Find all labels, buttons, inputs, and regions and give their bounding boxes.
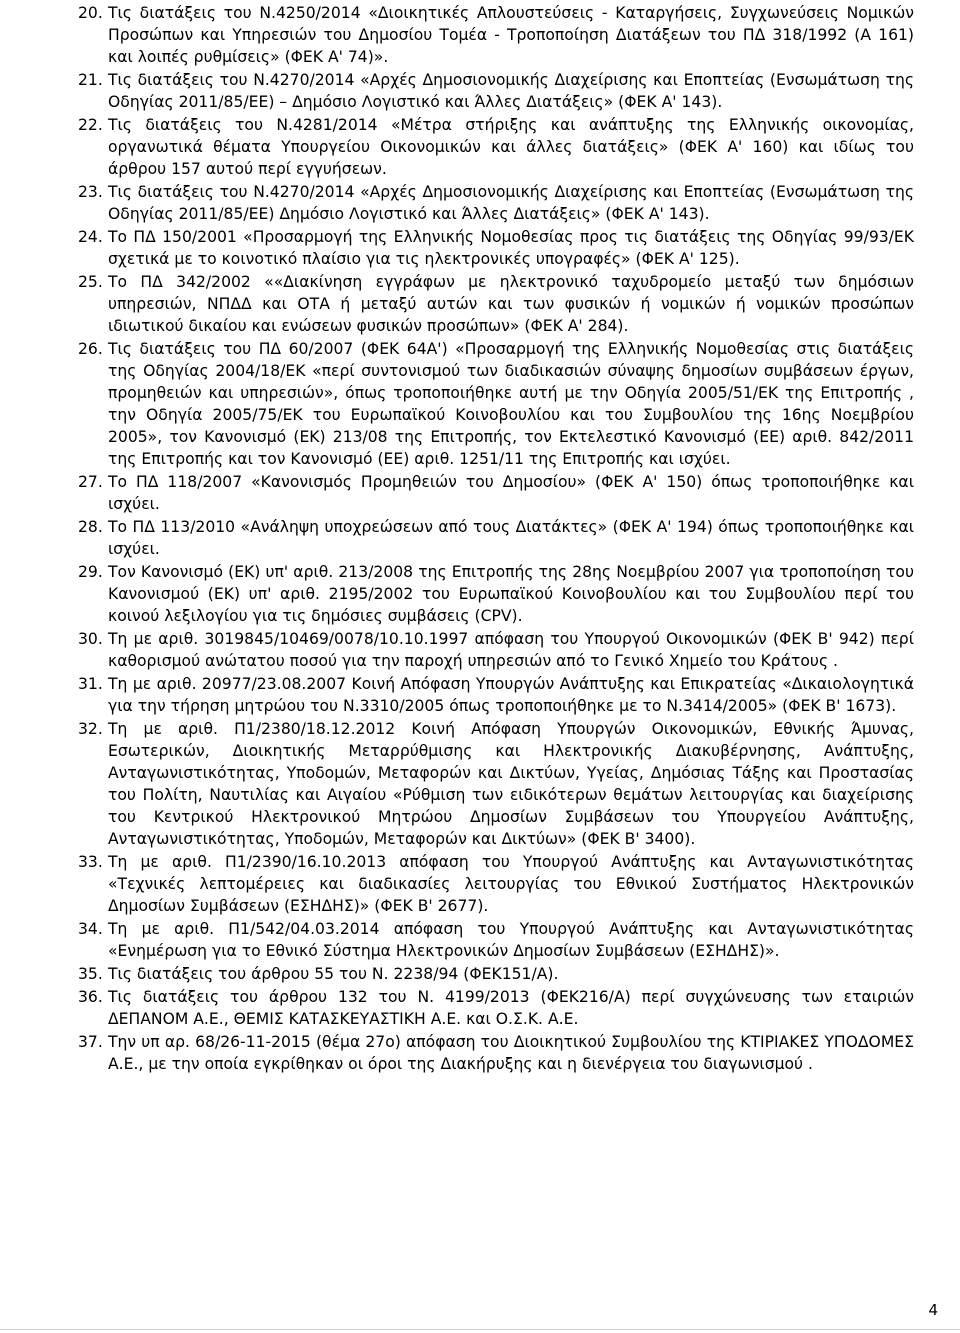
item-text: Τον Κανονισμό (ΕΚ) υπ' αριθ. 213/2008 της Επιτροπής της 28ης Νοεμβρίου 2007 για τροποποίηση του Κανονισμού (ΕΚ) υπ' αριθ. 2195/2002 του Ευρωπαϊκού Κοινοβουλίου και του Συμβουλίου περί του κοινού λεξιλογίου για τις δημόσιες συμβάσεις (CPV). bbox=[108, 563, 914, 625]
item-text: Το ΠΔ 113/2010 «Ανάληψη υποχρεώσεων από τους Διατάκτες» (ΦΕΚ Α' 194) όπως τροποποιήθηκε και ισχύει. bbox=[108, 518, 914, 558]
list-item bbox=[78, 271, 914, 337]
item-text: Τη με αριθ. Π1/2390/16.10.2013 απόφαση του Υπουργού Ανάπτυξης και Ανταγωνιστικότητας «Τεχνικές λεπτομέρειες και διαδικασίες λειτουργίας του Εθνικού Συστήματος Ηλεκτρονικών Δημοσίων Συμβάσεων (ΕΣΗΔΗΣ)» (ΦΕΚ Β' 2677). bbox=[108, 853, 914, 915]
list-item bbox=[78, 1031, 914, 1075]
item-number: 37. bbox=[78, 1033, 103, 1051]
item-text: Τις διατάξεις του άρθρου 132 του Ν. 4199/2013 (ΦΕΚ216/Α) περί συγχώνευσης των εταιριών ΔΕΠΑΝΟΜ Α.Ε., ΘΕΜΙΣ ΚΑΤΑΣΚΕΥΑΣΤΙΚΗ Α.Ε. και Ο.Σ.Κ. Α.Ε. bbox=[108, 988, 914, 1028]
item-number: 21. bbox=[78, 71, 103, 89]
item-text: Τις διατάξεις του Ν.4270/2014 «Αρχές Δημοσιονομικής Διαχείρισης και Εποπτείας (Ενσωμάτωση της Οδηγίας 2011/85/ΕΕ) Δημόσιο Λογιστικό και Άλλες Διατάξεις» (ΦΕΚ Α' 143). bbox=[108, 183, 914, 223]
item-number: 23. bbox=[78, 183, 103, 201]
item-number: 34. bbox=[78, 920, 103, 938]
list-item bbox=[78, 338, 914, 470]
list-item bbox=[78, 918, 914, 962]
footer-divider bbox=[0, 1329, 960, 1330]
item-text: Τις διατάξεις του ΠΔ 60/2007 (ΦΕΚ 64Α') «Προσαρμογή της Ελληνικής Νομοθεσίας στις διατάξεις της Οδηγίας 2004/18/ΕΚ «περί συντονισμού των διαδικασιών σύναψης δημοσίων συμβάσεων έργων, προμηθειών και υπηρεσιών», όπως τροποποιήθηκε αυτή με την Οδηγία 2005/51/ΕΚ της Επιτροπής , την Οδηγία 2005/75/ΕΚ του Ευρωπαϊκού Κοινοβουλίου και του Συμβουλίου της 16ης Νοεμβρίου 2005», τον Κανονισμό (ΕΚ) 213/08 της Επιτροπής, τον Εκτελεστικό Κανονισμό (ΕΕ) αριθ. 842/2011 της Επιτροπής και τον Κανονισμό (ΕΕ) αριθ. 1251/11 της Επιτροπής και ισχύει. bbox=[108, 340, 914, 468]
list-item bbox=[78, 986, 914, 1030]
item-text: Τη με αριθ. 20977/23.08.2007 Κοινή Απόφαση Υπουργών Ανάπτυξης και Επικρατείας «Δικαιολογητικά για την τήρηση μητρώου του Ν.3310/2005 όπως τροποποιήθηκε με το Ν.3414/2005» (ΦΕΚ Β' 1673). bbox=[108, 675, 914, 715]
list-item bbox=[78, 181, 914, 225]
item-text: Τη με αριθ. Π1/542/04.03.2014 απόφαση του Υπουργού Ανάπτυξης και Ανταγωνιστικότητας «Ενημέρωση για το Εθνικό Σύστημα Ηλεκτρονικών Δημοσίων Συμβάσεων (ΕΣΗΔΗΣ)». bbox=[108, 920, 914, 960]
list-item bbox=[78, 963, 914, 985]
list-item bbox=[78, 69, 914, 113]
item-text: Τη με αριθ. Π1/2380/18.12.2012 Κοινή Απόφαση Υπουργών Οικονομικών, Εθνικής Άμυνας, Εσωτερικών, Διοικητικής Μεταρρύθμισης και Ηλεκτρονικής Διακυβέρνησης, Ανάπτυξης, Ανταγωνιστικότητας, Υποδομών, Μεταφορών και Δικτύων, Υγείας, Δημόσιας Τάξης και Προστασίας του Πολίτη, Ναυτιλίας και Αιγαίου «Ρύθμιση των ειδικότερων θεμάτων λειτουργίας και διαχείρισης του Κεντρικού Ηλεκτρονικού Μητρώου Δημοσίων Συμβάσεων του Υπουργείου Ανάπτυξης, Ανταγωνιστικότητας, Υποδομών, Μεταφορών και Δικτύων» (ΦΕΚ Β' 3400). bbox=[108, 720, 914, 848]
item-number: 24. bbox=[78, 228, 103, 246]
item-text: Το ΠΔ 342/2002 ««Διακίνηση εγγράφων με ηλεκτρονικό ταχυδρομείο μεταξύ των δημόσιων υπηρεσιών, ΝΠΔΔ και ΟΤΑ ή μεταξύ αυτών και των φυσικών ή νομικών ή νομικών προσώπων ιδιωτικού δικαίου και ενώσεων φυσικών προσώπων» (ΦΕΚ Α' 284). bbox=[108, 273, 914, 335]
item-number: 35. bbox=[78, 965, 103, 983]
list-item bbox=[78, 561, 914, 627]
item-number: 28. bbox=[78, 518, 103, 536]
item-text: Την υπ αρ. 68/26-11-2015 (θέμα 27ο) απόφαση του Διοικητικού Συμβουλίου της ΚΤΙΡΙΑΚΕΣ ΥΠΟΔΟΜΕΣ Α.Ε., με την οποία εγκρίθηκαν οι όροι της Διακήρυξης και η διενέργεια του διαγωνισμού . bbox=[108, 1033, 914, 1073]
item-number: 26. bbox=[78, 340, 103, 358]
item-number: 32. bbox=[78, 720, 103, 738]
item-number: 27. bbox=[78, 473, 103, 491]
item-number: 20. bbox=[78, 4, 103, 22]
item-number: 33. bbox=[78, 853, 103, 871]
list-item bbox=[78, 718, 914, 850]
item-number: 30. bbox=[78, 630, 103, 648]
list-item bbox=[78, 516, 914, 560]
item-text: Το ΠΔ 150/2001 «Προσαρμογή της Ελληνικής Νομοθεσίας προς τις διατάξεις της Οδηγίας 99/93/ΕΚ σχετικά με το κοινοτικό πλαίσιο για τις ηλεκτρονικές υπογραφές» (ΦΕΚ Α' 125). bbox=[108, 228, 914, 268]
item-text: Τις διατάξεις του άρθρου 55 του Ν. 2238/94 (ΦΕΚ151/Α). bbox=[108, 965, 559, 983]
list-item bbox=[78, 851, 914, 917]
item-text: Τη με αριθ. 3019845/10469/0078/10.10.1997 απόφαση του Υπουργού Οικονομικών (ΦΕΚ Β' 942) περί καθορισμού ανώτατου ποσού για την παροχή υπηρεσιών από το Γενικό Χημείο του Κράτους . bbox=[108, 630, 914, 670]
list-item bbox=[78, 2, 914, 68]
item-text: Το ΠΔ 118/2007 «Κανονισμός Προμηθειών του Δημοσίου» (ΦΕΚ Α' 150) όπως τροποποιήθηκε και ισχύει. bbox=[108, 473, 914, 513]
page-number: 4 bbox=[928, 1301, 938, 1319]
item-number: 31. bbox=[78, 675, 103, 693]
list-item bbox=[78, 226, 914, 270]
list-item bbox=[78, 471, 914, 515]
item-text: Τις διατάξεις του Ν.4281/2014 «Μέτρα στήριξης και ανάπτυξης της Ελληνικής οικονομίας, οργανωτικά θέματα Υπουργείου Οικονομικών και άλλες διατάξεις» (ΦΕΚ Α' 160) και ιδίως του άρθρου 157 αυτού περί εγγυήσεων. bbox=[108, 116, 914, 178]
list-item bbox=[78, 628, 914, 672]
item-number: 36. bbox=[78, 988, 103, 1006]
item-number: 22. bbox=[78, 116, 103, 134]
provisions-list bbox=[78, 2, 914, 1076]
item-text: Τις διατάξεις του Ν.4250/2014 «Διοικητικές Απλουστεύσεις - Καταργήσεις, Συγχωνεύσεις Νομικών Προσώπων και Υπηρεσιών του Δημοσίου Τομέα - Τροποποίηση Διατάξεων του ΠΔ 318/1992 (Α 161) και λοιπές ρυθμίσεις» (ΦΕΚ Α' 74)». bbox=[108, 4, 914, 66]
list-item bbox=[78, 114, 914, 180]
item-text: Τις διατάξεις του Ν.4270/2014 «Αρχές Δημοσιονομικής Διαχείρισης και Εποπτείας (Ενσωμάτωση της Οδηγίας 2011/85/ΕΕ) – Δημόσιο Λογιστικό και Άλλες Διατάξεις» (ΦΕΚ Α' 143). bbox=[108, 71, 914, 111]
item-number: 25. bbox=[78, 273, 103, 291]
list-item bbox=[78, 673, 914, 717]
item-number: 29. bbox=[78, 563, 103, 581]
